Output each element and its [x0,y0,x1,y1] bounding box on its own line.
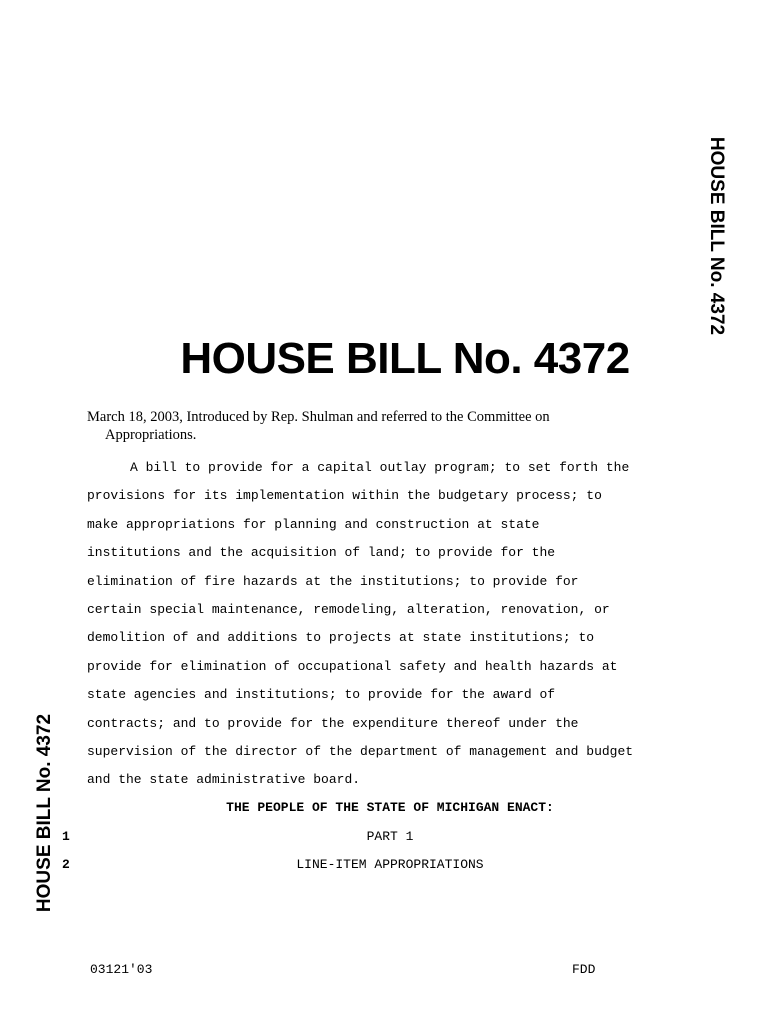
numbered-line [0,829,770,849]
body-line: elimination of fire hazards at the institutions; to provide for [87,573,579,589]
intro-line-1: March 18, 2003, Introduced by Rep. Shulman and referred to the Committee on [87,409,550,425]
body-line: and the state administrative board. [87,772,361,788]
line-text: LINE-ITEM APPROPRIATIONS [296,857,484,872]
footer-code: 03121'03 [90,962,153,977]
body-line: contracts; and to provide for the expenditure thereof under the [87,715,579,731]
introduction-note [87,408,607,444]
footer-initials: FDD [572,962,596,977]
line-text: PART 1 [366,829,414,844]
page-title: HOUSE BILL No. 4372 [180,334,630,383]
numbered-line [0,857,770,877]
side-label-left: HOUSE BILL No. 4372 [34,713,55,913]
body-line: state agencies and institutions; to provide for the award of [87,687,556,703]
line-number: 2 [62,857,70,872]
body-line: certain special maintenance, remodeling, alteration, renovation, or [87,601,610,617]
body-line: provisions for its implementation within the budgetary process; to [87,488,602,504]
body-line: A bill to provide for a capital outlay program; to set forth the [130,460,630,475]
enacting-clause: THE PEOPLE OF THE STATE OF MICHIGAN ENACT: [226,800,554,815]
body-line: supervision of the director of the department of management and budget [87,743,634,759]
body-line: institutions and the acquisition of land; to provide for the [87,545,556,561]
side-label-right: HOUSE BILL No. 4372 [706,136,727,336]
intro-line-2: Appropriations. [105,427,197,443]
line-number: 1 [62,829,70,844]
body-line: demolition of and additions to projects at state institutions; to [87,630,595,646]
body-line: provide for elimination of occupational safety and health hazards at [87,658,618,674]
body-line: make appropriations for planning and construction at state [87,516,540,532]
bill-title-text [87,457,727,798]
